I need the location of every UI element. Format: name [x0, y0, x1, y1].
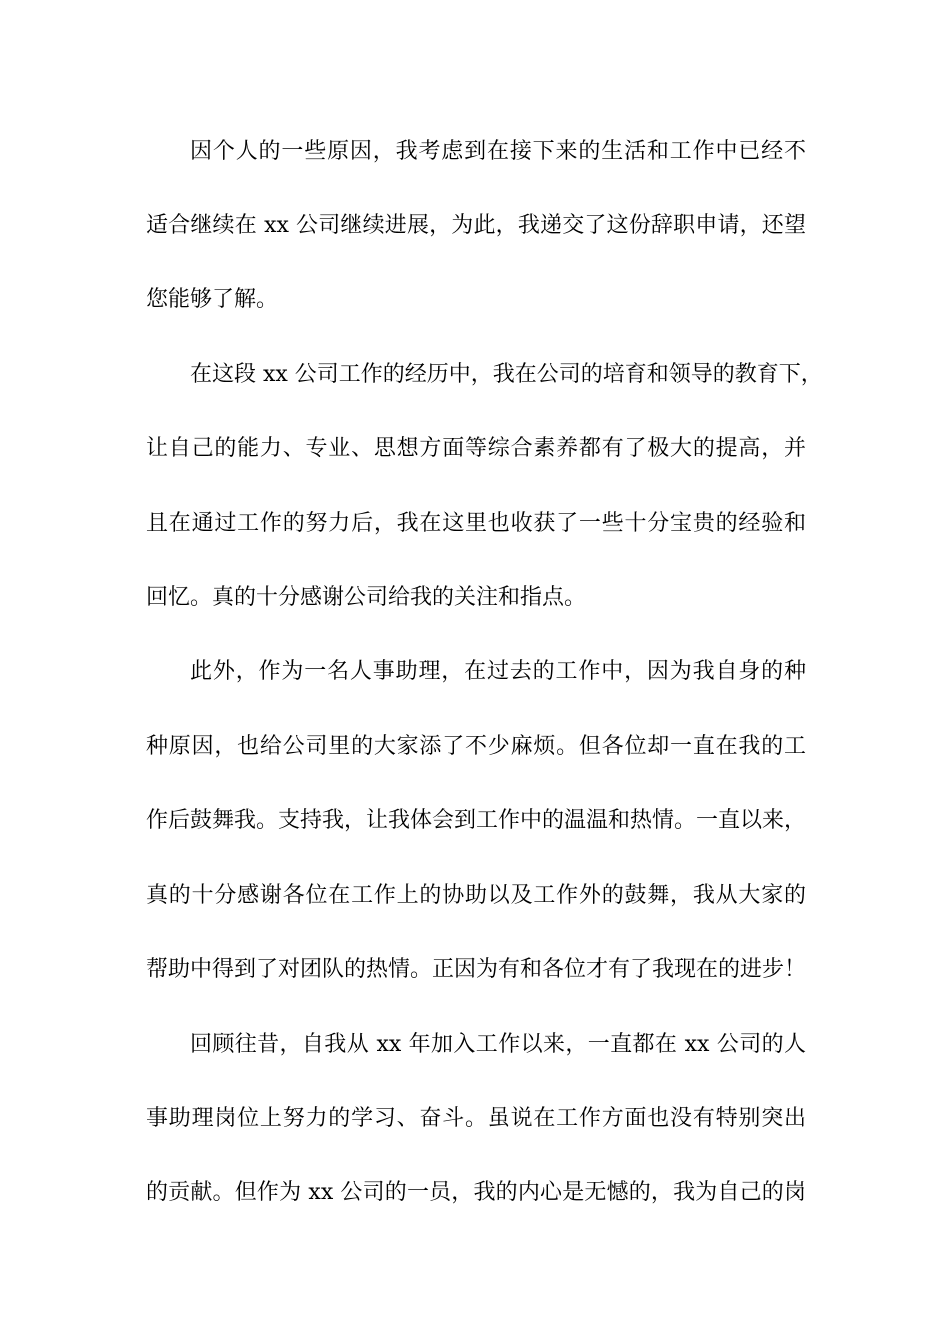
text-line-1: 因个人的一些原因，我考虑到在接下来的生活和工作中已经不: [190, 139, 806, 164]
text-line-4: 在这段 xx 公司工作的经历中，我在公司的培育和领导的教育下，: [190, 362, 823, 387]
text-line-11: 真的十分感谢各位在工作上的协助以及工作外的鼓舞，我从大家的: [146, 883, 806, 908]
text-line-7: 回忆。真的十分感谢公司给我的关注和指点。: [146, 585, 587, 610]
text-line-15: 的贡献。但作为 xx 公司的一员，我的内心是无憾的，我为自己的岗: [146, 1180, 806, 1205]
text-line-8: 此外，作为一名人事助理，在过去的工作中，因为我自身的种: [190, 659, 806, 684]
text-line-12: 帮助中得到了对团队的热情。正因为有和各位才有了我现在的进步！: [146, 957, 807, 982]
text-line-14: 事助理岗位上努力的学习、奋斗。虽说在工作方面也没有特别突出: [146, 1106, 806, 1131]
text-line-13: 回顾往昔，自我从 xx 年加入工作以来，一直都在 xx 公司的人: [190, 1032, 806, 1057]
text-line-2: 适合继续在 xx 公司继续进展，为此，我递交了这份辞职申请，还望: [146, 213, 806, 238]
text-line-6: 且在通过工作的努力后，我在这里也收获了一些十分宝贵的经验和: [146, 511, 806, 536]
text-line-10: 作后鼓舞我。支持我，让我体会到工作中的温温和热情。一直以来，: [146, 808, 807, 833]
text-line-9: 种原因，也给公司里的大家添了不少麻烦。但各位却一直在我的工: [146, 734, 806, 759]
text-line-5: 让自己的能力、专业、思想方面等综合素养都有了极大的提高，并: [146, 436, 806, 461]
text-line-3: 您能够了解。: [146, 287, 279, 312]
